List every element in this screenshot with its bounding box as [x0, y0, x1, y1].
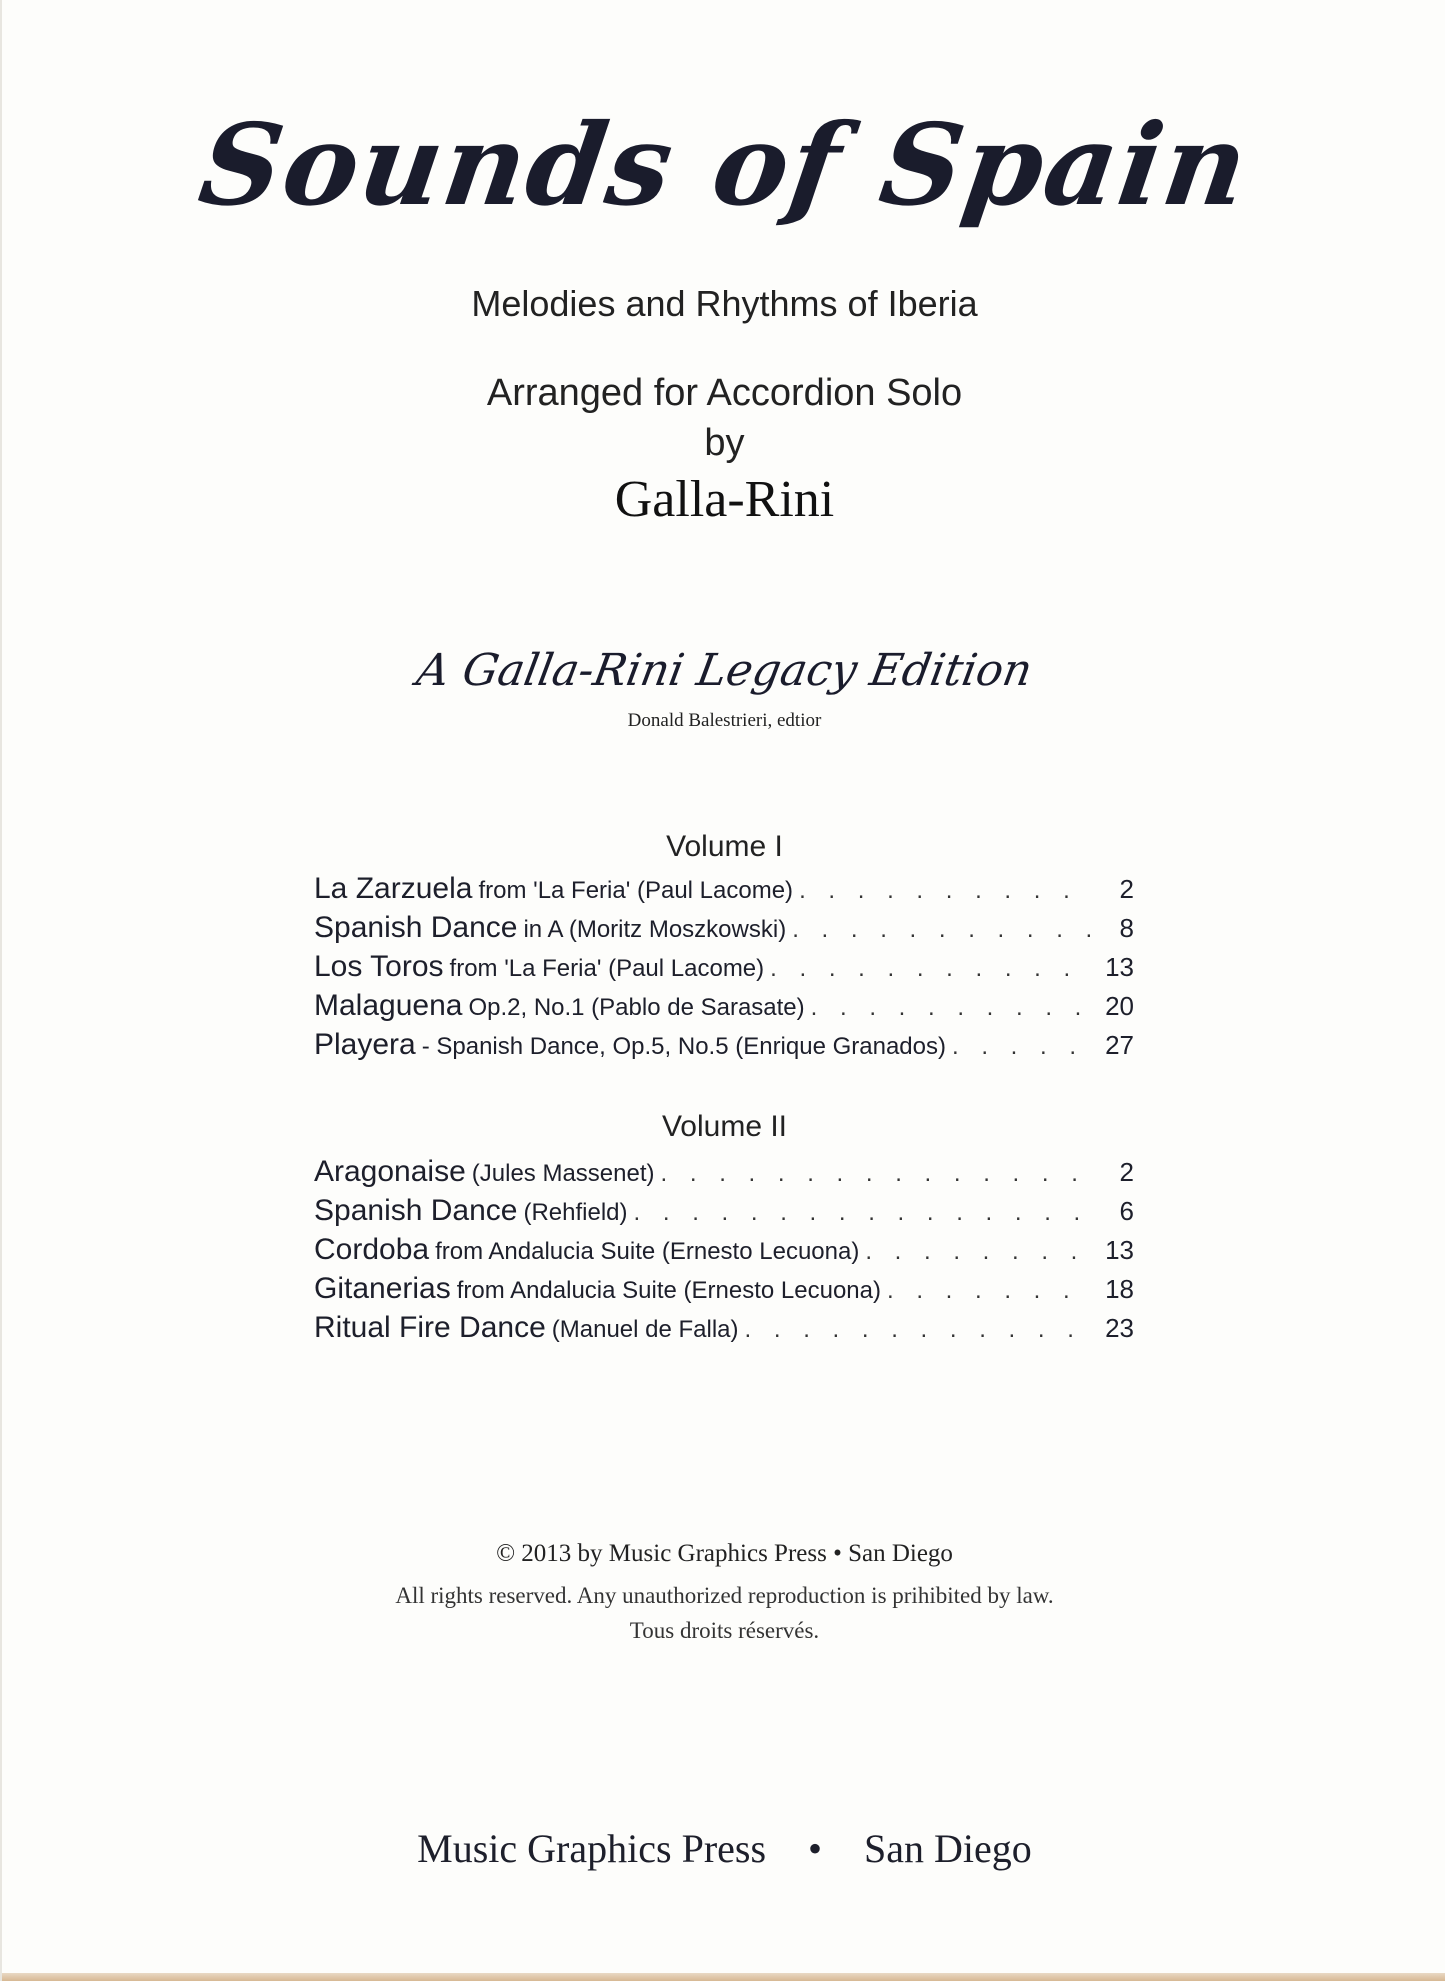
toc-row — [314, 872, 1134, 911]
publisher-footer — [2, 1825, 1445, 1872]
toc-detail: from Andalucia Suite (Ernesto Lecuona) — [435, 1238, 860, 1265]
toc-page: 13 — [1105, 952, 1134, 982]
volume-2-contents — [314, 1155, 1134, 1350]
toc-page: 6 — [1119, 1196, 1134, 1226]
toc-title: Spanish Dance — [314, 911, 518, 944]
toc-title: Spanish Dance — [314, 1194, 518, 1227]
page-bottom-edge — [2, 1973, 1445, 1981]
book-subtitle: Melodies and Rhythms of Iberia — [471, 283, 978, 324]
toc-detail: from Andalucia Suite (Ernesto Lecuona) — [456, 1277, 881, 1304]
toc-detail: Op.2, No.1 (Pablo de Sarasate) — [468, 994, 805, 1021]
toc-row — [314, 1155, 1134, 1194]
toc-row — [314, 1311, 1134, 1350]
toc-row — [314, 989, 1134, 1028]
toc-detail: (Jules Massenet) — [471, 1160, 655, 1187]
by-line: by — [704, 422, 745, 464]
rights-french-line: Tous droits réservés. — [629, 1618, 820, 1643]
dot-leader — [770, 955, 1094, 983]
toc-page: 27 — [1105, 1030, 1134, 1060]
copyright-line: © 2013 by Music Graphics Press • San Diego — [496, 1540, 953, 1567]
toc-title: Gitanerias — [314, 1272, 451, 1305]
toc-page: 23 — [1105, 1313, 1134, 1343]
toc-detail: - Spanish Dance, Op.5, No.5 (Enrique Granados) — [421, 1033, 946, 1060]
toc-title: Ritual Fire Dance — [314, 1311, 546, 1344]
toc-detail: (Manuel de Falla) — [551, 1316, 739, 1343]
dot-leader — [952, 1033, 1094, 1061]
toc-detail: from 'La Feria' (Paul Lacome) — [478, 877, 794, 904]
toc-title: Cordoba — [314, 1233, 430, 1266]
toc-page: 18 — [1105, 1274, 1134, 1304]
toc-row — [314, 950, 1134, 989]
toc-page: 2 — [1119, 874, 1134, 904]
toc-detail: from 'La Feria' (Paul Lacome) — [449, 955, 765, 982]
rights-line: All rights reserved. Any unauthorized reproduction is prihibited by law. — [395, 1583, 1054, 1608]
toc-title: Aragonaise — [314, 1155, 466, 1188]
toc-page: 13 — [1105, 1235, 1134, 1265]
toc-title: Playera — [314, 1028, 416, 1061]
book-title: Sounds of Spain — [192, 100, 1257, 231]
toc-row — [314, 911, 1134, 950]
toc-title: Los Toros — [314, 950, 444, 983]
volume-1-contents — [314, 872, 1134, 1067]
dot-leader — [865, 1238, 1094, 1266]
toc-row — [314, 1233, 1134, 1272]
editor-line: Donald Balestrieri, edtior — [627, 710, 822, 731]
toc-title: La Zarzuela — [314, 872, 473, 905]
toc-page: 20 — [1105, 991, 1134, 1021]
publisher-city: San Diego — [864, 1826, 1032, 1871]
dot-leader — [792, 916, 1094, 944]
toc-title: Malaguena — [314, 989, 463, 1022]
toc-page: 2 — [1119, 1157, 1134, 1187]
publisher-name: Music Graphics Press — [417, 1826, 767, 1871]
dot-leader — [634, 1199, 1094, 1227]
dot-leader — [745, 1316, 1094, 1344]
volume-1-heading: Volume I — [666, 830, 783, 863]
dot-leader — [799, 877, 1094, 905]
toc-detail: (Rehfield) — [523, 1199, 628, 1226]
dot-leader — [887, 1277, 1094, 1305]
toc-row — [314, 1272, 1134, 1311]
arranger-name: Galla-Rini — [614, 471, 835, 528]
toc-detail: in A (Moritz Moszkowski) — [523, 916, 787, 943]
arranged-line: Arranged for Accordion Solo — [486, 372, 963, 414]
toc-row — [314, 1028, 1134, 1067]
edition-line: A Galla-Rini Legacy Edition — [412, 645, 1037, 696]
dot-leader — [811, 994, 1094, 1022]
toc-page: 8 — [1119, 913, 1134, 943]
bullet-separator: • — [808, 1826, 823, 1871]
volume-2-heading: Volume II — [661, 1110, 788, 1143]
toc-row — [314, 1194, 1134, 1233]
dot-leader — [661, 1160, 1094, 1188]
